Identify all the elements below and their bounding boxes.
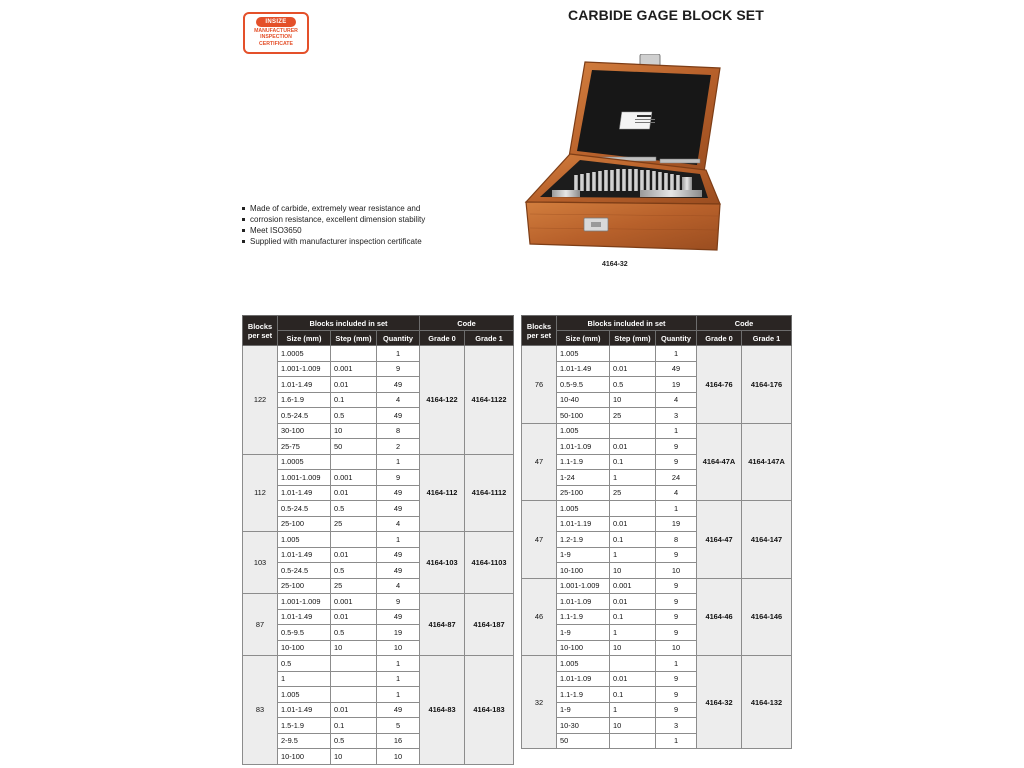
step-cell: 0.001 (331, 470, 377, 486)
step-cell: 0.1 (610, 609, 656, 625)
blocks-per-set-cell: 103 (243, 532, 278, 594)
quantity-cell: 49 (377, 547, 420, 563)
size-cell: 1.1-1.9 (557, 609, 610, 625)
step-cell (331, 687, 377, 703)
header-quantity: Quantity (656, 331, 697, 346)
quantity-cell: 49 (377, 501, 420, 517)
spec-table-left (242, 315, 514, 765)
quantity-cell: 10 (377, 640, 420, 656)
header-blocks-per-set: Blocks per set (522, 316, 557, 346)
step-cell: 0.01 (331, 547, 377, 563)
header-quantity: Quantity (377, 331, 420, 346)
quantity-cell: 10 (656, 563, 697, 579)
size-cell: 1.01-1.49 (278, 609, 331, 625)
size-cell: 1.005 (278, 687, 331, 703)
size-cell: 1.2-1.9 (557, 532, 610, 548)
quantity-cell: 3 (656, 718, 697, 734)
feature-list (241, 203, 425, 247)
step-cell: 10 (610, 718, 656, 734)
step-cell: 0.5 (331, 563, 377, 579)
size-cell: 1.0005 (278, 346, 331, 362)
step-cell (331, 454, 377, 470)
step-cell: 0.01 (331, 609, 377, 625)
size-cell: 1.01-1.49 (557, 361, 610, 377)
quantity-cell: 19 (377, 625, 420, 641)
step-cell (610, 656, 656, 672)
quantity-cell: 9 (377, 594, 420, 610)
page-title: CARBIDE GAGE BLOCK SET (568, 7, 764, 23)
quantity-cell: 9 (656, 547, 697, 563)
header-step: Step (mm) (331, 331, 377, 346)
quantity-cell: 1 (377, 346, 420, 362)
size-cell: 50-100 (557, 408, 610, 424)
quantity-cell: 19 (656, 516, 697, 532)
size-cell: 1-9 (557, 702, 610, 718)
size-cell: 1.001-1.009 (557, 578, 610, 594)
step-cell (331, 532, 377, 548)
quantity-cell: 1 (377, 532, 420, 548)
size-cell: 1.001-1.009 (278, 470, 331, 486)
size-cell: 1.01-1.09 (557, 671, 610, 687)
quantity-cell: 9 (656, 578, 697, 594)
step-cell (610, 733, 656, 749)
size-cell: 0.5-9.5 (278, 625, 331, 641)
header-blocks-included: Blocks included in set (557, 316, 697, 331)
quantity-cell: 5 (377, 718, 420, 734)
step-cell: 10 (610, 563, 656, 579)
grade-0-code-cell: 4164-32 (697, 656, 742, 749)
blocks-per-set-cell: 47 (522, 423, 557, 501)
step-cell: 25 (610, 485, 656, 501)
spec-table-body (243, 346, 514, 765)
grade-1-code-cell: 4164-187 (465, 594, 514, 656)
size-cell: 0.5-9.5 (557, 377, 610, 393)
step-cell (331, 656, 377, 672)
quantity-cell: 49 (377, 702, 420, 718)
step-cell: 0.01 (610, 361, 656, 377)
size-cell: 1-9 (557, 547, 610, 563)
step-cell: 0.5 (331, 733, 377, 749)
step-cell: 25 (331, 516, 377, 532)
header-size: Size (mm) (557, 331, 610, 346)
step-cell: 10 (331, 749, 377, 765)
quantity-cell: 9 (656, 594, 697, 610)
quantity-cell: 9 (656, 609, 697, 625)
step-cell: 0.01 (331, 377, 377, 393)
grade-1-code-cell: 4164-183 (465, 656, 514, 765)
logo-line-1: MANUFACTURER (254, 28, 298, 34)
quantity-cell: 49 (656, 361, 697, 377)
feature-item: corrosion resistance, excellent dimension stability (241, 214, 425, 225)
size-cell: 10-100 (557, 563, 610, 579)
brand-badge: INSIZE (256, 17, 296, 27)
step-cell: 25 (610, 408, 656, 424)
size-cell: 25-100 (557, 485, 610, 501)
step-cell: 25 (331, 578, 377, 594)
size-cell: 1-9 (557, 625, 610, 641)
quantity-cell: 2 (377, 439, 420, 455)
table-row (522, 656, 792, 672)
step-cell (331, 346, 377, 362)
grade-0-code-cell: 4164-76 (697, 346, 742, 424)
blocks-per-set-cell: 47 (522, 501, 557, 579)
step-cell: 0.1 (331, 392, 377, 408)
step-cell: 0.5 (331, 625, 377, 641)
grade-0-code-cell: 4164-103 (420, 532, 465, 594)
size-cell: 1.6-1.9 (278, 392, 331, 408)
table-row (522, 346, 792, 362)
grade-1-code-cell: 4164-1103 (465, 532, 514, 594)
quantity-cell: 8 (656, 532, 697, 548)
blocks-per-set-cell: 83 (243, 656, 278, 765)
quantity-cell: 1 (377, 687, 420, 703)
table-row (243, 656, 514, 672)
step-cell: 10 (331, 423, 377, 439)
quantity-cell: 3 (656, 408, 697, 424)
grade-1-code-cell: 4164-147 (742, 501, 792, 579)
quantity-cell: 1 (656, 733, 697, 749)
quantity-cell: 1 (377, 454, 420, 470)
step-cell: 0.001 (610, 578, 656, 594)
step-cell: 10 (610, 392, 656, 408)
step-cell: 10 (331, 640, 377, 656)
blocks-per-set-cell: 32 (522, 656, 557, 749)
quantity-cell: 4 (377, 578, 420, 594)
size-cell: 25-100 (278, 516, 331, 532)
size-cell: 0.5-24.5 (278, 408, 331, 424)
header-step: Step (mm) (610, 331, 656, 346)
size-cell: 1.01-1.09 (557, 594, 610, 610)
size-cell: 25-100 (278, 578, 331, 594)
size-cell: 2-9.5 (278, 733, 331, 749)
header-blocks-per-set: Blocks per set (243, 316, 278, 346)
blocks-per-set-cell: 112 (243, 454, 278, 532)
size-cell: 1.005 (278, 532, 331, 548)
grade-1-code-cell: 4164-1112 (465, 454, 514, 532)
table-row (243, 346, 514, 362)
step-cell: 0.1 (331, 718, 377, 734)
size-cell: 10-100 (278, 749, 331, 765)
header-grade-0: Grade 0 (420, 331, 465, 346)
quantity-cell: 8 (377, 423, 420, 439)
step-cell: 0.1 (610, 687, 656, 703)
step-cell: 0.01 (610, 516, 656, 532)
feature-item: Meet ISO3650 (241, 225, 425, 236)
header-size: Size (mm) (278, 331, 331, 346)
blocks-per-set-cell: 122 (243, 346, 278, 455)
table-row (243, 454, 514, 470)
quantity-cell: 9 (656, 702, 697, 718)
header-grade-0: Grade 0 (697, 331, 742, 346)
step-cell: 50 (331, 439, 377, 455)
header-code: Code (697, 316, 792, 331)
quantity-cell: 49 (377, 563, 420, 579)
size-cell: 1-24 (557, 470, 610, 486)
size-cell: 1.1-1.9 (557, 687, 610, 703)
quantity-cell: 49 (377, 485, 420, 501)
grade-1-code-cell: 4164-146 (742, 578, 792, 656)
header-grade-1: Grade 1 (742, 331, 792, 346)
quantity-cell: 4 (377, 516, 420, 532)
step-cell: 0.01 (610, 671, 656, 687)
step-cell: 0.01 (610, 594, 656, 610)
step-cell: 1 (610, 625, 656, 641)
size-cell: 1 (278, 671, 331, 687)
quantity-cell: 1 (377, 671, 420, 687)
certificate-logo (243, 12, 309, 54)
size-cell: 1.005 (557, 656, 610, 672)
step-cell: 0.5 (331, 501, 377, 517)
size-cell: 10-100 (278, 640, 331, 656)
quantity-cell: 1 (656, 501, 697, 517)
logo-line-2: INSPECTION CERTIFICATE (259, 34, 293, 47)
step-cell: 0.01 (610, 439, 656, 455)
step-cell (610, 346, 656, 362)
step-cell: 0.001 (331, 594, 377, 610)
header-code: Code (420, 316, 514, 331)
size-cell: 0.5 (278, 656, 331, 672)
step-cell: 10 (610, 640, 656, 656)
grade-1-code-cell: 4164-147A (742, 423, 792, 501)
blocks-per-set-cell: 46 (522, 578, 557, 656)
grade-1-code-cell: 4164-1122 (465, 346, 514, 455)
quantity-cell: 9 (656, 687, 697, 703)
step-cell (610, 501, 656, 517)
size-cell: 1.001-1.009 (278, 594, 331, 610)
quantity-cell: 10 (377, 749, 420, 765)
product-photo (522, 54, 724, 259)
size-cell: 1.01-1.49 (278, 485, 331, 501)
size-cell: 10-40 (557, 392, 610, 408)
table-row (522, 501, 792, 517)
spec-table-right (521, 315, 792, 749)
size-cell: 1.01-1.49 (278, 702, 331, 718)
header-blocks-included: Blocks included in set (278, 316, 420, 331)
spec-table-body (522, 346, 792, 749)
step-cell: 1 (610, 702, 656, 718)
quantity-cell: 10 (656, 640, 697, 656)
size-cell: 1.01-1.09 (557, 439, 610, 455)
quantity-cell: 4 (656, 392, 697, 408)
quantity-cell: 24 (656, 470, 697, 486)
quantity-cell: 9 (377, 470, 420, 486)
quantity-cell: 1 (656, 346, 697, 362)
table-row (522, 423, 792, 439)
blocks-per-set-cell: 87 (243, 594, 278, 656)
grade-0-code-cell: 4164-47 (697, 501, 742, 579)
quantity-cell: 19 (656, 377, 697, 393)
quantity-cell: 49 (377, 377, 420, 393)
table-row (243, 594, 514, 610)
quantity-cell: 9 (377, 361, 420, 377)
feature-item: Supplied with manufacturer inspection certificate (241, 236, 425, 247)
size-cell: 10-100 (557, 640, 610, 656)
size-cell: 1.005 (557, 346, 610, 362)
quantity-cell: 49 (377, 609, 420, 625)
size-cell: 0.5-24.5 (278, 563, 331, 579)
size-cell: 1.01-1.19 (557, 516, 610, 532)
size-cell: 1.1-1.9 (557, 454, 610, 470)
feature-item: Made of carbide, extremely wear resistance and (241, 203, 425, 214)
grade-0-code-cell: 4164-87 (420, 594, 465, 656)
quantity-cell: 9 (656, 454, 697, 470)
step-cell: 0.5 (610, 377, 656, 393)
grade-1-code-cell: 4164-132 (742, 656, 792, 749)
size-cell: 10-30 (557, 718, 610, 734)
size-cell: 25-75 (278, 439, 331, 455)
size-cell: 0.5-24.5 (278, 501, 331, 517)
size-cell: 50 (557, 733, 610, 749)
quantity-cell: 1 (656, 656, 697, 672)
step-cell: 0.01 (331, 485, 377, 501)
header-grade-1: Grade 1 (465, 331, 514, 346)
grade-0-code-cell: 4164-83 (420, 656, 465, 765)
step-cell: 1 (610, 547, 656, 563)
size-cell: 1.001-1.009 (278, 361, 331, 377)
grade-0-code-cell: 4164-112 (420, 454, 465, 532)
size-cell: 1.005 (557, 423, 610, 439)
step-cell: 0.01 (331, 702, 377, 718)
table-row (243, 532, 514, 548)
size-cell: 1.005 (557, 501, 610, 517)
step-cell: 1 (610, 470, 656, 486)
step-cell: 0.1 (610, 532, 656, 548)
quantity-cell: 9 (656, 439, 697, 455)
product-model-label: 4164-32 (602, 261, 628, 268)
quantity-cell: 4 (656, 485, 697, 501)
step-cell (331, 671, 377, 687)
grade-0-code-cell: 4164-46 (697, 578, 742, 656)
quantity-cell: 9 (656, 625, 697, 641)
step-cell (610, 423, 656, 439)
quantity-cell: 1 (656, 423, 697, 439)
blocks-per-set-cell: 76 (522, 346, 557, 424)
grade-0-code-cell: 4164-47A (697, 423, 742, 501)
grade-1-code-cell: 4164-176 (742, 346, 792, 424)
size-cell: 1.5-1.9 (278, 718, 331, 734)
size-cell: 1.0005 (278, 454, 331, 470)
quantity-cell: 9 (656, 671, 697, 687)
quantity-cell: 1 (377, 656, 420, 672)
step-cell: 0.001 (331, 361, 377, 377)
size-cell: 1.01-1.49 (278, 547, 331, 563)
quantity-cell: 16 (377, 733, 420, 749)
grade-0-code-cell: 4164-122 (420, 346, 465, 455)
step-cell: 0.5 (331, 408, 377, 424)
size-cell: 1.01-1.49 (278, 377, 331, 393)
quantity-cell: 4 (377, 392, 420, 408)
table-row (522, 578, 792, 594)
size-cell: 30-100 (278, 423, 331, 439)
step-cell: 0.1 (610, 454, 656, 470)
quantity-cell: 49 (377, 408, 420, 424)
